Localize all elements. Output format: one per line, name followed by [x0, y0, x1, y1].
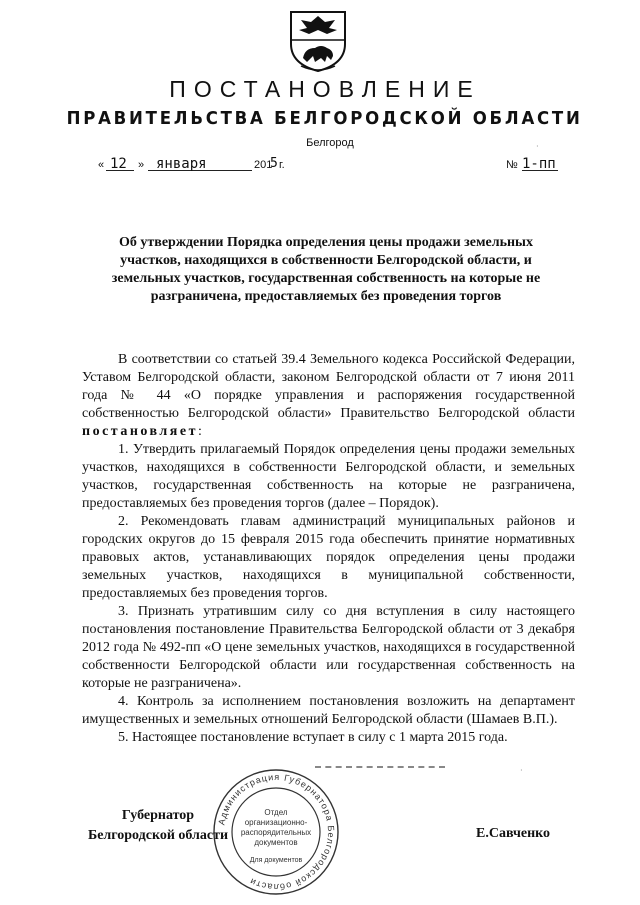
stamp-line-3: распорядительных — [240, 828, 312, 837]
clause-2: 2. Рекомендовать главам администраций муниципальных районов и городских округов до 15 февраля 2015 года обеспечить принятие нормативных правовых актов, устанавливающих порядок определения цены продажи земельных участков, находящихся в муниципальной собственности, предоставляемых без проведения торгов. — [82, 514, 575, 601]
city-label: Белгород — [306, 137, 354, 149]
intro-paragraph — [82, 351, 575, 441]
document-number: 1-пп — [522, 156, 556, 172]
date-quote-open: « — [98, 159, 105, 171]
date-day: 12 — [110, 156, 127, 172]
stamp-ring-text: Администрация Губернатора Белгородской области — [216, 771, 337, 893]
date-quote-close: » — [138, 159, 145, 171]
signatory-position — [78, 806, 238, 846]
date-year-digit: 5 — [270, 156, 278, 171]
signatory-position-line-2: Белгородской области — [87, 828, 229, 843]
scan-speck: · — [536, 142, 539, 151]
document-body — [82, 351, 575, 747]
number-label: № — [506, 159, 518, 171]
signatory-position-line-1: Губернатор — [121, 808, 195, 823]
stamp-line-2: организационно- — [244, 818, 308, 827]
stamp-line-4: документов — [254, 838, 298, 847]
intro-text: В соответствии со статьей 39.4 Земельного кодекса Российской Федерации, Уставом Белгородской области, законом Белгородской области от 7 июня 2011 года № 44 «О порядке управления и распоряжения государственной собственностью Белгородской области» Правительство Белгородской области — [82, 352, 575, 421]
authority-heading: ПРАВИТЕЛЬСТВА БЕЛГОРОДСКОЙ ОБЛАСТИ — [66, 108, 583, 129]
date-year-suffix: г. — [279, 159, 285, 171]
stamp-bottom-text: Для документов — [249, 857, 303, 864]
clause-3: 3. Признать утратившим силу со дня вступления в силу настоящего постановления постановление Правительства Белгородской области от 3 декабря 2012 года № 492-пп «О цене земельных участков, находящихся в государственной собственности Белгородской области или государственная собственность на которые не разграничена». — [82, 604, 575, 691]
clause-5: 5. Настоящее постановление вступает в силу с 1 марта 2015 года. — [118, 730, 508, 745]
resolves-colon: : — [197, 424, 202, 439]
document-type-heading: ПОСТАНОВЛЕНИЕ — [169, 76, 481, 102]
coat-of-arms-icon — [287, 8, 349, 74]
resolves-word: постановляет — [82, 424, 198, 439]
stamp-center — [236, 808, 316, 866]
document-title: Об утверждении Порядка определения цены продажи земельных участков, находящихся в собственности Белгородской области, и земельных участков, государственная собственность на которые не разграничена, предоставляемых без проведения торгов — [111, 235, 541, 304]
date-number-line — [98, 154, 558, 176]
date-month: января — [156, 156, 207, 172]
clause-1: 1. Утвердить прилагаемый Порядок определения цены продажи земельных участков, находящихся в собственности Белгородской области, и земельных участков, государственная собственность на которые не разграничена, предоставляемых без проведения торгов (далее – Порядок). — [82, 442, 575, 511]
date-year-prefix: 201 — [254, 159, 273, 171]
signatory-name: Е.Савченко — [476, 826, 551, 841]
clause-4: 4. Контроль за исполнением постановления возложить на департамент имущественных и земельных отношений Белгородской области (Шамаев В.П.). — [82, 694, 575, 727]
stamp-line-1: Отдел — [264, 808, 288, 817]
scan-speck: · — [520, 766, 523, 775]
